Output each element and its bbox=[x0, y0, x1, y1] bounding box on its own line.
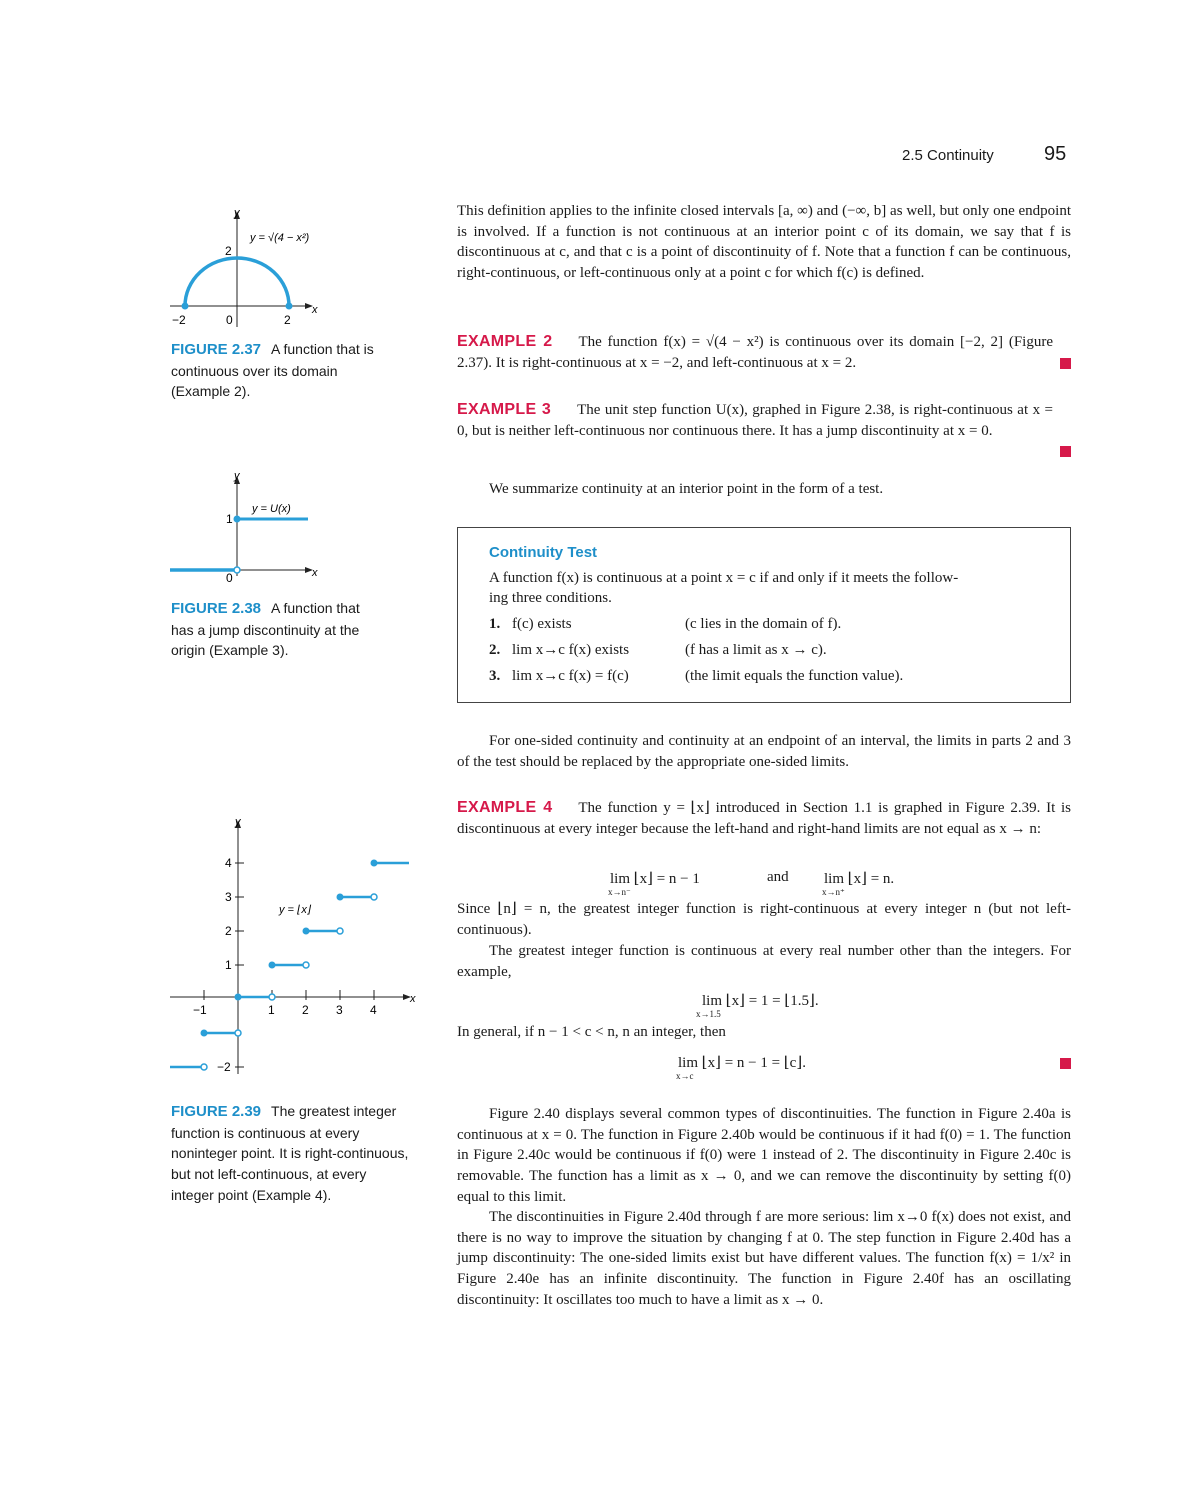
condition-note: (c lies in the domain of f). bbox=[685, 616, 842, 632]
example-4-label: EXAMPLE 4 bbox=[457, 799, 553, 816]
figure-2-39-graph bbox=[165, 812, 425, 1082]
fig237-axis-x: x bbox=[312, 304, 318, 316]
fig238-tick-1: 1 bbox=[226, 512, 233, 526]
example-4-text-4: In general, if n − 1 < c < n, n an integer, then bbox=[457, 1024, 726, 1040]
example-2 bbox=[457, 332, 1053, 373]
figure-2-38-caption bbox=[171, 598, 371, 661]
paragraph-summary: We summarize continuity at an interior point in the form of a test. bbox=[489, 481, 884, 497]
paragraph-one-sided: For one-sided continuity and continuity at an endpoint of an interval, the limits in parts 2 and 3 of the test should be replaced by the appropriate one-sided limits. bbox=[457, 733, 1071, 770]
end-of-example-marker bbox=[1060, 446, 1071, 457]
example-3-text: The unit step function U(x), graphed in Figure 2.38, is right-continuous at x = 0, but is neither left-continuous nor continuous there. It has a jump discontinuity at x = 0. bbox=[457, 402, 1054, 439]
condition-text: f(c) exists bbox=[512, 616, 572, 632]
example-4-text-2: Since ⌊n⌋ = n, the greatest integer function is right-continuous at every integer n (but not left-continuous). bbox=[457, 901, 1071, 938]
fig239-axis-y: y bbox=[235, 816, 241, 828]
fig237-tick-2: 2 bbox=[284, 313, 291, 327]
figure-2-37-label: FIGURE 2.37 bbox=[171, 341, 262, 358]
condition-number: 1. bbox=[489, 616, 501, 632]
fig237-tick-0: 0 bbox=[226, 313, 233, 327]
fig238-axis-x: x bbox=[312, 567, 318, 579]
example-2-text: The function f(x) = √(4 − x²) is continuous over its domain [−2, 2] (Figure 2.37). It is right-continuous at x = −2, and left-continuous at x = 2. bbox=[457, 334, 1053, 371]
condition-row bbox=[489, 668, 629, 685]
display-limit-c: lim ⌊x⌋ = n − 1 = ⌊c⌋. bbox=[678, 1055, 806, 1071]
condition-note: (f has a limit as x → c). bbox=[685, 642, 827, 658]
fig237-tick-y2: 2 bbox=[225, 244, 232, 258]
example-3-label: EXAMPLE 3 bbox=[457, 401, 552, 418]
fig239-ytick-3: 3 bbox=[225, 890, 232, 904]
example-3 bbox=[457, 400, 1053, 441]
condition-row bbox=[489, 642, 629, 659]
display-limit-1-5-sub: x→1.5 bbox=[696, 1009, 721, 1019]
condition-row bbox=[489, 616, 572, 633]
continuity-test-title: Continuity Test bbox=[489, 544, 598, 561]
figure-2-37-graph bbox=[168, 205, 343, 330]
fig239-xtick-2: 2 bbox=[302, 1003, 309, 1017]
figure-2-37-caption bbox=[171, 339, 386, 402]
fig237-axis-y: y bbox=[234, 207, 240, 219]
condition-text: lim x→c f(x) = f(c) bbox=[512, 668, 629, 684]
example-4-text-3: The greatest integer function is continuous at every real number other than the integers. For example, bbox=[457, 943, 1071, 980]
fig237-tick-neg2: −2 bbox=[172, 313, 186, 327]
display-limit-1-5: lim ⌊x⌋ = 1 = ⌊1.5⌋. bbox=[702, 993, 819, 1009]
fig239-ytick-1: 1 bbox=[225, 958, 232, 972]
fig238-axis-y: y bbox=[234, 470, 240, 482]
figure-2-38-caption-text: A function that has a jump discontinuity at the origin (Example 3). bbox=[171, 600, 360, 659]
fig239-xtick-neg1: −1 bbox=[193, 1003, 207, 1017]
end-of-example-marker bbox=[1060, 358, 1071, 369]
display-limit-c-sub: x→c bbox=[676, 1071, 694, 1081]
display-and: and bbox=[767, 869, 789, 885]
fig239-ytick-neg2: −2 bbox=[217, 1060, 231, 1074]
end-of-example-marker bbox=[1060, 1058, 1071, 1069]
fig239-function-label: y = ⌊x⌋ bbox=[279, 904, 312, 916]
continuity-test-box bbox=[457, 527, 1071, 703]
fig238-function-label: y = U(x) bbox=[252, 503, 291, 515]
example-2-label: EXAMPLE 2 bbox=[457, 333, 553, 350]
display-right-limit: lim ⌊x⌋ = n. bbox=[824, 871, 895, 887]
figure-2-39-caption-text: The greatest integer function is continuous at every noninteger point. It is right-continuous, but not left-continuous, at every integer point (Example 4). bbox=[171, 1103, 409, 1203]
continuity-test-intro-2: ing three conditions. bbox=[489, 590, 612, 606]
example-4-text-1: The function y = ⌊x⌋ introduced in Section 1.1 is graphed in Figure 2.39. It is discontinuous at every integer because the left-hand and right-hand limits are not equal as x → n: bbox=[457, 800, 1071, 837]
display-left-limit: lim ⌊x⌋ = n − 1 bbox=[610, 871, 700, 887]
fig239-ytick-2: 2 bbox=[225, 924, 232, 938]
fig239-xtick-4: 4 bbox=[370, 1003, 377, 1017]
continuity-test-intro-1: A function f(x) is continuous at a point x = c if and only if it meets the follow- bbox=[489, 570, 959, 586]
condition-number: 3. bbox=[489, 668, 501, 684]
fig239-axis-x: x bbox=[410, 993, 416, 1005]
page-number: 95 bbox=[1044, 143, 1067, 165]
display-left-limit-sub: x→n⁻ bbox=[608, 887, 631, 897]
figure-2-38-graph bbox=[168, 468, 328, 588]
condition-text: lim x→c f(x) exists bbox=[512, 642, 630, 658]
figure-2-39-label: FIGURE 2.39 bbox=[171, 1103, 262, 1120]
running-head: 2.5 Continuity bbox=[902, 147, 994, 164]
fig239-xtick-1: 1 bbox=[268, 1003, 275, 1017]
figure-2-37-caption-text: A function that is continuous over its domain (Example 2). bbox=[171, 341, 374, 400]
fig239-xtick-3: 3 bbox=[336, 1003, 343, 1017]
example-4 bbox=[457, 798, 1071, 839]
paragraph-definition: This definition applies to the infinite closed intervals [a, ∞) and (−∞, b] as well, but only one endpoint is involved. If a function is not continuous at an interior point c of its domain, we say that f is discontinuous at c, and that c is a point of discontinuity of f. Note that a function f can be continuous, right-continuous, or left-continuous only at a point c for which f(c) is defined. bbox=[457, 203, 1071, 282]
display-right-limit-sub: x→n⁺ bbox=[822, 887, 845, 897]
figure-2-38-label: FIGURE 2.38 bbox=[171, 600, 262, 617]
condition-number: 2. bbox=[489, 642, 501, 658]
paragraph-discontinuities: The discontinuities in Figure 2.40d through f are more serious: lim x→0 f(x) does not exist, and there is no way to improve the situation by changing f at 0. The step function in Figure 2.40d has a jump discontinuity: The one-sided limits exist but have different values. The function f(x) = 1/x² in Figure 2.40e has an infinite discontinuity. The function in Figure 2.40f has an oscillating discontinuity: It oscillates too much to have a limit as x → 0. bbox=[457, 1209, 1071, 1308]
paragraph-figure-2-40: Figure 2.40 displays several common types of discontinuities. The function in Figure 2.40a is continuous at x = 0. The function in Figure 2.40b would be continuous if it had f(0) = 1. The function in Figure 2.40c would be continuous if f(0) were 1 instead of 2. The discontinuity in Figure 2.40c is removable. The function has a limit as x → 0, and we can remove the discontinuity by setting f(0) equal to this limit. bbox=[457, 1106, 1071, 1205]
fig237-function-label: y = √(4 − x²) bbox=[250, 232, 310, 244]
condition-note: (the limit equals the function value). bbox=[685, 668, 904, 684]
figure-2-39-caption bbox=[171, 1101, 411, 1206]
fig239-ytick-4: 4 bbox=[225, 856, 232, 870]
fig238-tick-0: 0 bbox=[226, 571, 233, 585]
